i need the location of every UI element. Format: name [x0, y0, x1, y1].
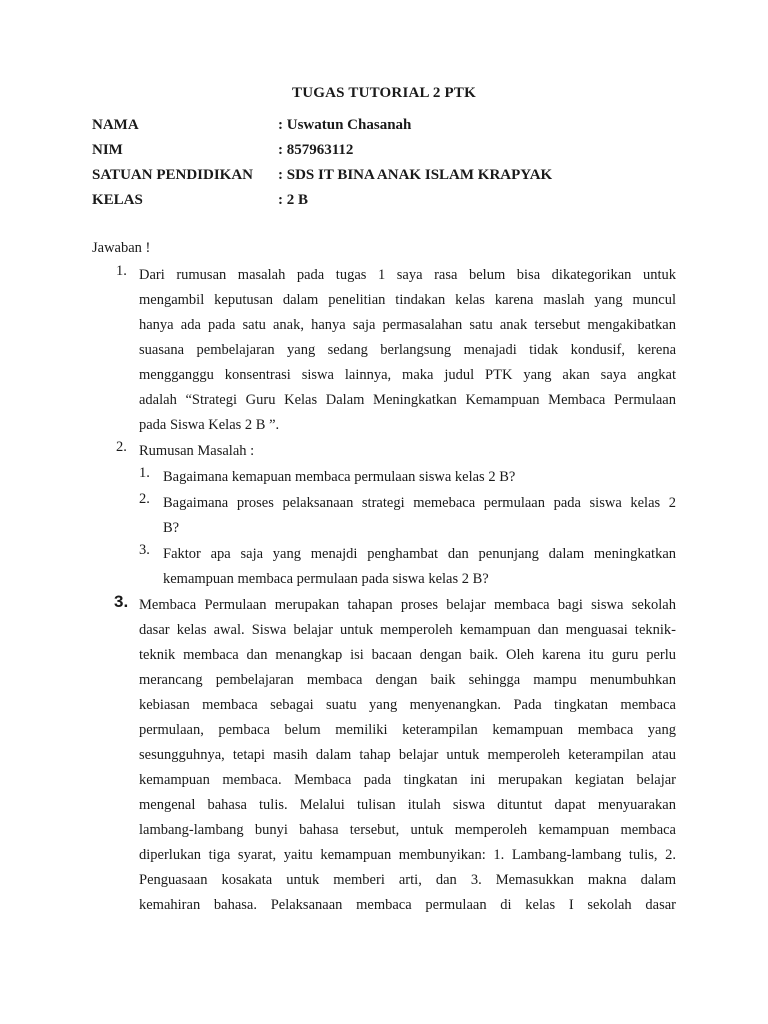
info-row-nim	[92, 140, 552, 165]
paragraph-line: teknik membaca dan menangkap isi bacaan dengan baik. Oleh karena itu guru perlu	[139, 647, 676, 663]
paragraph-line: Bagaimana kemapuan membaca permulaan siswa kelas 2 B?	[163, 469, 516, 485]
answer-item-3	[92, 593, 676, 918]
paragraph-line: sesungguhnya, tetapi masih dalam tahap belajar untuk memperoleh keterampilan atau	[139, 747, 676, 763]
paragraph-line: kebiasan membaca sebagai suatu yang menyenangkan. Pada tingkatan membaca	[139, 697, 676, 713]
paragraph-line: mengambil keputusan dalam penelitian tindakan kelas karena maslah yang muncul	[139, 292, 676, 308]
paragraph-line: adalah “Strategi Guru Kelas Dalam Meningkatkan Kemampuan Membaca Permulaan	[139, 392, 676, 408]
paragraph-line: kemampuan membaca. Membaca pada tingkatan ini merupakan kegiatan belajar	[139, 772, 676, 788]
info-value: : Uswatun Chasanah	[278, 117, 412, 133]
paragraph-line: merancang pembelajaran membaca dengan baik sehingga mampu menumbuhkan	[139, 672, 676, 688]
info-value: : 2 B	[278, 192, 308, 208]
paragraph-line: mengganggu konsentrasi siswa lainnya, maka judul PTK yang akan saya angkat	[139, 367, 676, 383]
answer-label: Jawaban !	[92, 240, 151, 256]
info-label: NIM	[92, 142, 123, 158]
info-row-satuan-pendidikan	[92, 165, 552, 190]
info-label: SATUAN PENDIDIKAN	[92, 167, 253, 183]
answer-list	[92, 263, 676, 918]
paragraph-line: Membaca Permulaan merupakan tahapan proses belajar membaca bagi siswa sekolah	[139, 597, 676, 613]
paragraph-line: lambang-lambang bunyi bahasa tersebut, untuk memperoleh kemampuan membaca	[139, 822, 676, 838]
info-row-kelas	[92, 190, 552, 215]
paragraph-line: Faktor apa saja yang menajdi penghambat dan penunjang dalam meningkatkan	[163, 546, 676, 562]
answer-item-1	[92, 263, 676, 438]
sub-item-text	[163, 542, 676, 592]
item-paragraph	[139, 593, 676, 918]
item-number: 3.	[114, 592, 129, 611]
info-label: NAMA	[92, 117, 139, 133]
sub-item-3	[139, 542, 676, 592]
student-info	[92, 115, 552, 215]
item-heading	[139, 439, 676, 464]
sub-item-number: 3.	[139, 542, 150, 558]
paragraph-line: pada Siswa Kelas 2 B ”.	[139, 417, 280, 433]
rumusan-heading: Rumusan Masalah :	[139, 443, 255, 459]
paragraph-line: B?	[163, 520, 180, 536]
paragraph-line: hanya ada pada satu anak, hanya saja permasalahan satu anak tersebut mengakibatkan	[139, 317, 676, 333]
sub-item-1	[139, 465, 676, 490]
paragraph-line: Bagaimana proses pelaksanaan strategi memebaca permulaan pada siswa kelas 2	[163, 495, 676, 511]
paragraph-line: dasar kelas awal. Siswa belajar untuk memperoleh kemampuan dan menguasai teknik-	[139, 622, 676, 638]
sub-item-text	[163, 465, 676, 490]
paragraph-line: Penguasaan kosakata untuk memberi arti, dan 3. Memasukkan makna dalam	[139, 872, 676, 888]
item-paragraph	[139, 263, 676, 438]
paragraph-line: permulaan, pembaca belum memiliki keterampilan kemampuan membaca yang	[139, 722, 676, 738]
sub-item-2	[139, 491, 676, 541]
info-value: : 857963112	[278, 142, 354, 158]
sub-item-text	[163, 491, 676, 541]
item-number: 1.	[116, 263, 127, 279]
document-title: TUGAS TUTORIAL 2 PTK	[292, 85, 476, 101]
item-number: 2.	[116, 439, 127, 455]
paragraph-line: suasana pembelajaran yang sedang berlangsung menajadi tidak kondusif, kerena	[139, 342, 676, 358]
paragraph-line: kemampuan membaca permulaan pada siswa kelas 2 B?	[163, 571, 489, 587]
info-row-nama	[92, 115, 552, 140]
sub-item-number: 1.	[139, 465, 150, 481]
paragraph-line: Dari rumusan masalah pada tugas 1 saya rasa belum bisa dikategorikan untuk	[139, 267, 676, 283]
paragraph-line: kemahiran bahasa. Pelaksanaan membaca permulaan di kelas I sekolah dasar	[139, 897, 676, 913]
paragraph-line: mengenal bahasa tulis. Melalui tulisan itulah siswa dituntut dapat menyuarakan	[139, 797, 676, 813]
sub-item-number: 2.	[139, 491, 150, 507]
info-value: : SDS IT BINA ANAK ISLAM KRAPYAK	[278, 167, 553, 183]
answer-item-2	[92, 439, 676, 592]
paragraph-line: diperlukan tiga syarat, yaitu kemampuan membunyikan: 1. Lambang-lambang tulis, 2.	[139, 847, 676, 863]
info-label: KELAS	[92, 192, 143, 208]
